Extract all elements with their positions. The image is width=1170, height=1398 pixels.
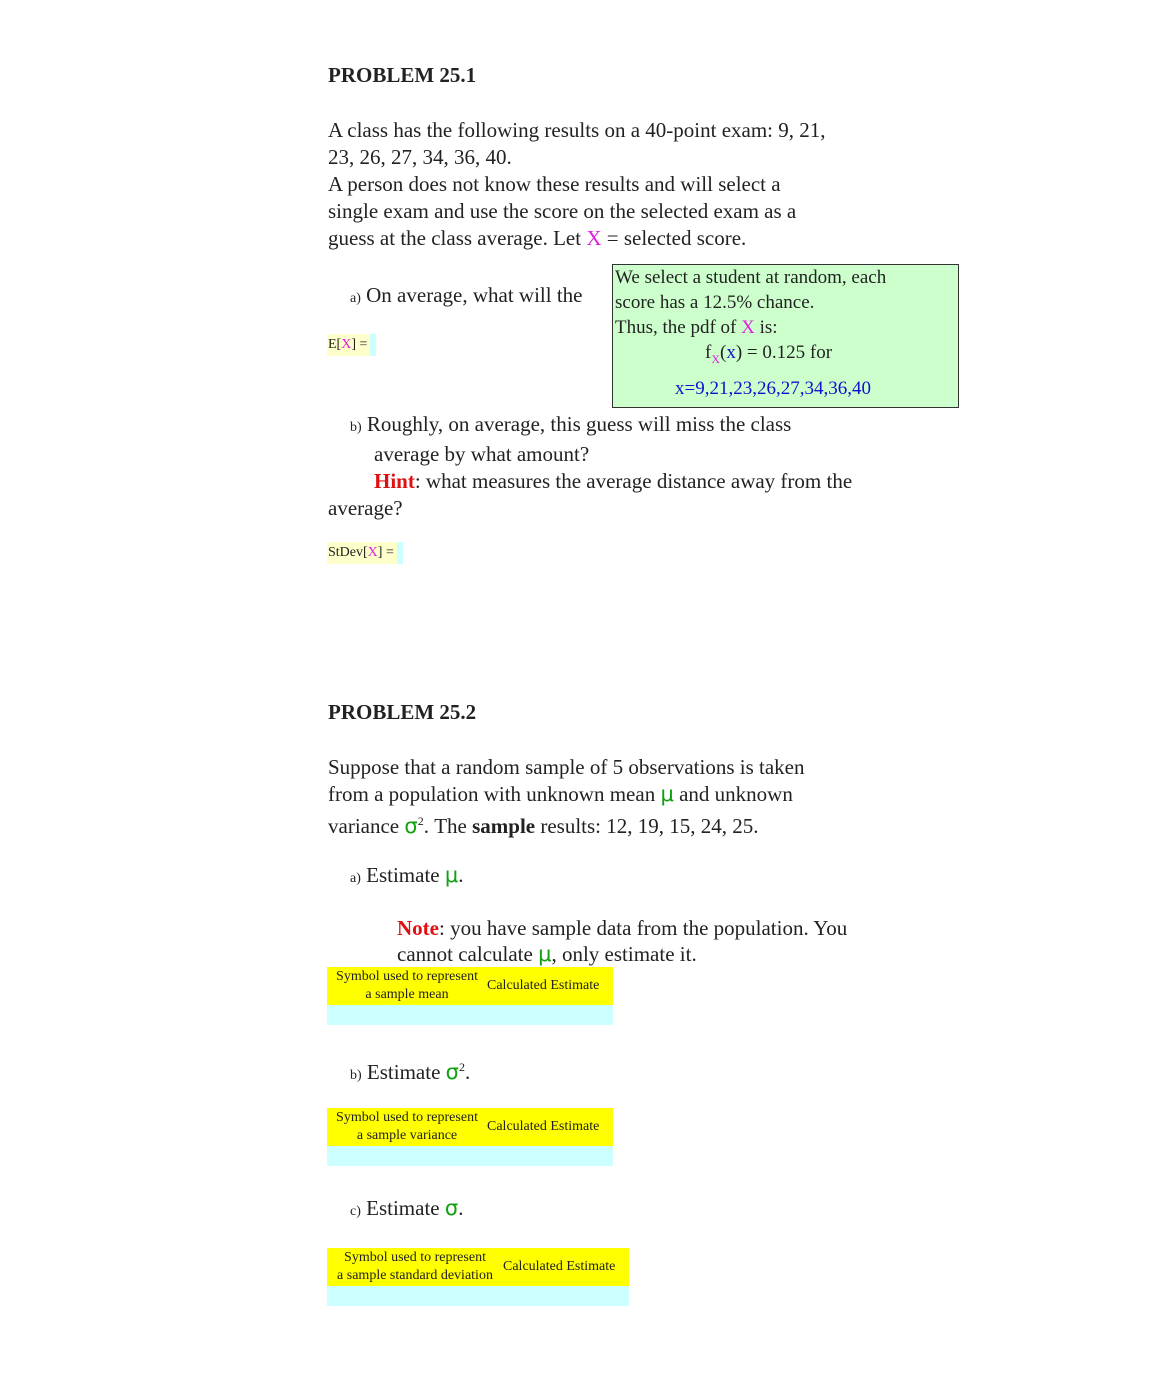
info-line-5: x=9,21,23,26,27,34,36,40 bbox=[675, 377, 871, 399]
note-label: Note bbox=[397, 916, 439, 940]
symbol-input[interactable] bbox=[327, 1286, 503, 1306]
info-line-4: $f_X(x) = 0.125$ for bbox=[705, 342, 833, 366]
table-answer-row bbox=[327, 1146, 613, 1166]
symbol-input[interactable] bbox=[327, 1005, 487, 1025]
symbol-header: Symbol used to represent a sample variance bbox=[336, 1110, 478, 1143]
p2-part-a-question: a) Estimate μ. bbox=[350, 863, 464, 887]
symbol-header: Symbol used to represent a sample standard deviation bbox=[337, 1250, 493, 1283]
intro-line-5: guess at the class average. Let X = selected score. bbox=[328, 226, 747, 250]
stdev-answer-input[interactable] bbox=[397, 542, 403, 564]
p2-line-2: from a population with unknown mean μ and unknown bbox=[328, 782, 793, 806]
stdev-label: StDev[X] = bbox=[327, 542, 397, 564]
problem-25-2-title: PROBLEM 25.2 bbox=[328, 700, 477, 724]
pdf-info-box bbox=[612, 264, 959, 408]
expectation-answer-row bbox=[327, 334, 376, 356]
table-answer-row bbox=[327, 1286, 629, 1306]
p2-line-3: variance $\sigma^2$. The sample results: 12, 19, 15, 24, 25. bbox=[328, 814, 759, 838]
table-header-row bbox=[327, 967, 613, 1005]
expectation-label: E[X] = bbox=[327, 334, 370, 356]
table-header-row bbox=[327, 1248, 629, 1286]
estimate-header: Calculated Estimate bbox=[503, 1259, 616, 1274]
intro-line-2: 23, 26, 27, 34, 36, 40. bbox=[328, 145, 512, 169]
symbol-input[interactable] bbox=[327, 1146, 487, 1166]
intro-line-4: single exam and use the score on the selected exam as a bbox=[328, 199, 797, 223]
p2-part-b-question: b) Estimate $\sigma^2$. bbox=[350, 1060, 471, 1084]
sample-stdev-table bbox=[327, 1248, 629, 1306]
problem-25-1-title: PROBLEM 25.1 bbox=[328, 63, 477, 87]
table-answer-row bbox=[327, 1005, 613, 1025]
estimate-input[interactable] bbox=[503, 1286, 629, 1306]
sample-mean-table bbox=[327, 967, 613, 1025]
p2-part-c-question: c) Estimate σ. bbox=[350, 1196, 464, 1220]
hint-label: Hint bbox=[374, 469, 415, 493]
table-header-row bbox=[327, 1108, 613, 1146]
problem-25-1-intro bbox=[328, 117, 928, 252]
intro-line-3: A person does not know these results and will select a bbox=[328, 172, 781, 196]
estimate-header: Calculated Estimate bbox=[487, 978, 600, 993]
note-text: Note: you have sample data from the population. You cannot calculate μ, only estimate it. bbox=[397, 916, 848, 966]
part-b-question: b) Roughly, on average, this guess will miss the class average by what amount? Hint: what measures the average distance away from the average? bbox=[328, 412, 853, 520]
stdev-answer-row bbox=[327, 542, 403, 564]
estimate-header: Calculated Estimate bbox=[487, 1119, 600, 1134]
estimate-input[interactable] bbox=[487, 1005, 613, 1025]
intro-line-1: A class has the following results on a 40-point exam: 9, 21, bbox=[328, 118, 826, 142]
info-line-1: We select a student at random, each bbox=[615, 267, 887, 288]
part-a-question: a) On average, what will the bbox=[350, 283, 583, 307]
sample-variance-table bbox=[327, 1108, 613, 1166]
symbol-header: Symbol used to represent a sample mean bbox=[336, 969, 478, 1002]
expectation-answer-input[interactable] bbox=[370, 334, 376, 356]
estimate-input[interactable] bbox=[487, 1146, 613, 1166]
p2-line-1: Suppose that a random sample of 5 observations is taken bbox=[328, 755, 805, 779]
problem-25-2-intro bbox=[328, 754, 928, 840]
info-line-3: Thus, the pdf of X is: bbox=[615, 317, 778, 338]
info-line-2: score has a 12.5% chance. bbox=[615, 292, 815, 313]
